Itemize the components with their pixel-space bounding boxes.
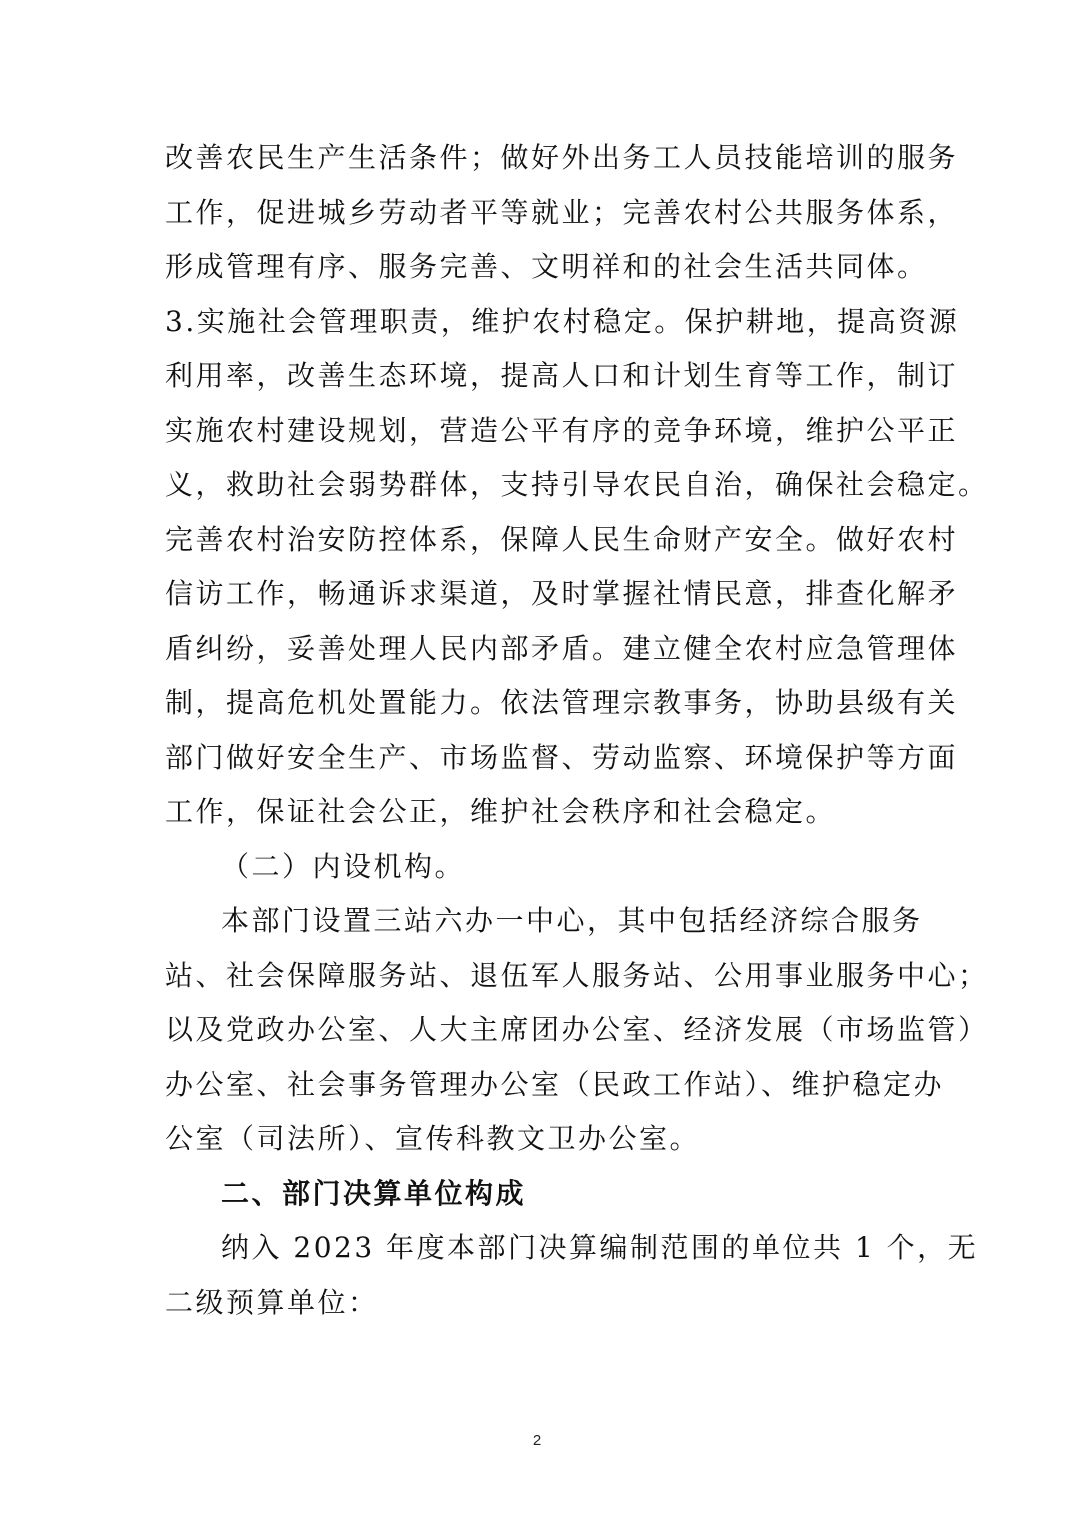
section-subheading: （二）内设机构。: [221, 849, 466, 883]
section-heading: 二、部门决算单位构成: [221, 1176, 527, 1210]
paragraph-line: 本部门设置三站六办一中心，其中包括经济综合服务: [221, 904, 923, 937]
paragraph-line: 形成管理有序、服务完善、文明祥和的社会生活共同体。: [165, 250, 928, 283]
paragraph-line: 信访工作，畅通诉求渠道，及时掌握社情民意，排查化解矛: [165, 577, 959, 610]
document-body: [165, 131, 989, 1330]
paragraph-line: 以及党政办公室、人大主席团办公室、经济发展（市场监管）: [165, 1013, 989, 1046]
paragraph-line: 实施农村建设规划，营造公平有序的竞争环境，维护公平正: [165, 413, 959, 447]
paragraph-line: 纳入 2023 年度本部门决算编制范围的单位共 1 个，无: [221, 1231, 979, 1264]
paragraph-line: 办公室、社会事务管理办公室（民政工作站）、维护稳定办: [165, 1067, 945, 1101]
paragraph-line: 工作，保证社会公正，维护社会秩序和社会稳定。: [165, 795, 837, 828]
paragraph-line: 公室（司法所）、宣传科教文卫办公室。: [165, 1122, 701, 1155]
page-number: 2: [532, 1432, 542, 1449]
paragraph-line: 制，提高危机处置能力。依法管理宗教事务，协助县级有关: [165, 686, 959, 719]
paragraph-line: 站、社会保障服务站、退伍军人服务站、公用事业服务中心；: [165, 958, 989, 992]
paragraph-line: 部门做好安全生产、市场监督、劳动监察、环境保护等方面: [165, 740, 959, 774]
paragraph-line: 盾纠纷，妥善处理人民内部矛盾。建立健全农村应急管理体: [165, 631, 959, 665]
paragraph-line: 改善农民生产生活条件；做好外出务工人员技能培训的服务: [165, 141, 959, 174]
paragraph-line: 二级预算单位：: [165, 1285, 379, 1319]
paragraph-line: 3.实施社会管理职责，维护农村稳定。保护耕地，提高资源: [165, 304, 960, 338]
paragraph-line: 利用率，改善生态环境，提高人口和计划生育等工作，制订: [165, 359, 959, 392]
paragraph-line: 完善农村治安防控体系，保障人民生命财产安全。做好农村: [165, 522, 959, 556]
paragraph-line: 工作，促进城乡劳动者平等就业；完善农村公共服务体系，: [165, 195, 959, 229]
paragraph-line: 义，救助社会弱势群体，支持引导农民自治，确保社会稳定。: [165, 468, 989, 501]
